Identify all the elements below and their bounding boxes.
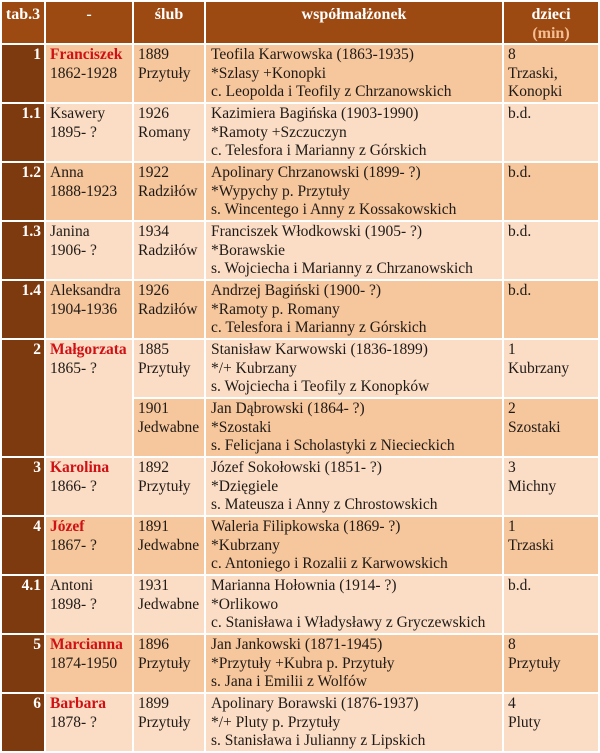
marriage-place: Radziłów — [138, 182, 198, 200]
marriage-place: Jedwabne — [138, 536, 200, 554]
person-name: Janina — [50, 223, 90, 240]
marriage-place: Przytuły — [138, 477, 191, 495]
children-line: Pluty — [508, 713, 541, 731]
person-dates: 1866- ? — [50, 477, 97, 495]
person-name-cell — [46, 635, 132, 692]
spouse-cell — [206, 635, 502, 692]
spouse-line: *Ramoty p. Romany — [211, 300, 340, 318]
spouse-line: *Orlikowo — [211, 595, 279, 613]
children-cell — [504, 222, 598, 279]
marriage-place: Przytuły — [138, 359, 191, 377]
spouse-line: *Dzięgiele — [211, 477, 279, 495]
spouse-line: Waleria Filipkowska (1869- ?) — [211, 518, 401, 535]
children-cell — [504, 45, 598, 102]
row-id-cell: 2 — [2, 340, 44, 456]
children-line: b.d. — [508, 577, 532, 594]
person-dates: 1906- ? — [50, 241, 97, 259]
person-dates: 1888-1923 — [50, 182, 118, 200]
spouse-line: s. Stanisława i Julianny z Lipskich — [211, 732, 426, 749]
spouse-line: */+ Kubrzany — [211, 359, 297, 377]
marriage-place: Przytuły — [138, 654, 191, 672]
header-spouse-col: współmałżonek — [206, 2, 502, 43]
marriage-cell — [134, 340, 204, 397]
spouse-line: Apolinary Borawski (1876-1937) — [211, 695, 419, 712]
marriage-year: 1926 — [138, 105, 169, 122]
marriage-place: Romany — [138, 123, 191, 141]
children-line: Trzaski, — [508, 64, 558, 82]
spouse-line: *Przytuły +Kubra p. Przytuły — [211, 654, 395, 672]
spouse-cell — [206, 104, 502, 161]
marriage-place: Radziłów — [138, 241, 198, 259]
marriage-place: Przytuły — [138, 64, 191, 82]
marriage-cell — [134, 281, 204, 338]
marriage-year: 1901 — [138, 400, 169, 417]
children-cell — [504, 281, 598, 338]
marriage-place: Jedwabne — [138, 418, 200, 436]
children-line: 8 — [508, 46, 516, 63]
spouse-cell — [206, 399, 502, 456]
children-cell — [504, 576, 598, 633]
spouse-line: Andrzej Bagiński (1900- ?) — [211, 282, 382, 299]
children-line: b.d. — [508, 223, 532, 240]
marriage-cell — [134, 458, 204, 515]
row-id-cell: 1.1 — [2, 104, 44, 161]
spouse-line: Marianna Hołownia (1914- ?) — [211, 577, 397, 594]
spouse-cell — [206, 163, 502, 220]
person-name: Małgorzata — [50, 341, 127, 358]
person-dates: 1867- ? — [50, 536, 97, 554]
marriage-cell — [134, 635, 204, 692]
spouse-line: *Wypychy p. Przytuły — [211, 182, 350, 200]
children-line: Kubrzany — [508, 359, 570, 377]
person-name: Józef — [50, 518, 85, 535]
person-dates: 1874-1950 — [50, 654, 118, 672]
spouse-line: Franciszek Włodkowski (1905- ?) — [211, 223, 423, 240]
person-name-cell — [46, 340, 132, 456]
person-name: Aleksandra — [50, 282, 121, 299]
person-dates: 1898- ? — [50, 595, 97, 613]
spouse-cell — [206, 222, 502, 279]
row-id-cell: 1.4 — [2, 281, 44, 338]
marriage-year: 1899 — [138, 695, 169, 712]
person-name: Ksawery — [50, 105, 106, 122]
spouse-line: s. Mateusza i Anny z Chrostowskich — [211, 496, 438, 513]
person-dates: 1904-1936 — [50, 300, 118, 318]
children-cell — [504, 458, 598, 515]
table-row — [2, 517, 598, 574]
spouse-line: s. Wincentego i Anny z Kossakowskich — [211, 201, 457, 218]
spouse-line: s. Felicjana i Scholastyki z Niecieckich — [211, 437, 455, 454]
marriage-year: 1931 — [138, 577, 169, 594]
spouse-cell — [206, 281, 502, 338]
person-name-cell — [46, 517, 132, 574]
marriage-place: Radziłów — [138, 300, 198, 318]
person-name-cell — [46, 163, 132, 220]
table-row — [2, 694, 598, 751]
person-dates: 1862-1928 — [50, 64, 118, 82]
person-name-cell — [46, 104, 132, 161]
table-row — [2, 45, 598, 102]
person-name: Franciszek — [50, 46, 123, 63]
children-line: 3 — [508, 459, 516, 476]
spouse-line: c. Telesfora i Marianny z Górskich — [211, 319, 427, 336]
row-id-cell: 3 — [2, 458, 44, 515]
header-marriage-col: ślub — [134, 2, 204, 43]
table-row — [2, 458, 598, 515]
table-row — [2, 635, 598, 692]
marriage-cell — [134, 222, 204, 279]
spouse-line: c. Leopolda i Teofily z Chrzanowskich — [211, 83, 452, 100]
children-line: b.d. — [508, 105, 532, 122]
spouse-line: Stanisław Karwowski (1836-1899) — [211, 341, 428, 358]
spouse-line: */+ Pluty p. Przytuły — [211, 713, 341, 731]
person-dates: 1895- ? — [50, 123, 97, 141]
marriage-place: Przytuły — [138, 713, 191, 731]
marriage-year: 1885 — [138, 341, 169, 358]
table-row — [2, 281, 598, 338]
spouse-cell — [206, 576, 502, 633]
spouse-cell — [206, 517, 502, 574]
table-row — [2, 163, 598, 220]
table-row — [2, 340, 598, 397]
children-line: b.d. — [508, 164, 532, 181]
row-id-cell: 1.2 — [2, 163, 44, 220]
marriage-cell — [134, 576, 204, 633]
spouse-line: Kazimiera Bagińska (1903-1990) — [211, 105, 419, 122]
table-row — [2, 104, 598, 161]
header-row — [2, 2, 598, 43]
spouse-line: c. Telesfora i Marianny z Górskich — [211, 142, 427, 159]
spouse-line: s. Wojciecha i Teofily z Konopków — [211, 378, 430, 395]
marriage-cell — [134, 163, 204, 220]
spouse-line: c. Stanisława i Władysławy z Gryczewskich — [211, 614, 486, 631]
person-name-cell — [46, 694, 132, 751]
header-children-line2: (min) — [532, 25, 570, 42]
spouse-line: Teofila Karwowska (1863-1935) — [211, 46, 414, 63]
table-row — [2, 222, 598, 279]
children-line: 8 — [508, 636, 516, 653]
marriage-cell — [134, 45, 204, 102]
children-line: 1 — [508, 341, 516, 358]
spouse-line: Jan Jankowski (1871-1945) — [211, 636, 383, 653]
person-name: Barbara — [50, 695, 106, 712]
table-row — [2, 576, 598, 633]
spouse-cell — [206, 45, 502, 102]
children-line: Trzaski — [508, 536, 554, 554]
children-cell — [504, 635, 598, 692]
spouse-cell — [206, 694, 502, 751]
spouse-line: c. Antoniego i Rozalii z Karwowskich — [211, 555, 448, 572]
spouse-line: *Szlasy +Konopki — [211, 64, 327, 82]
spouse-cell — [206, 340, 502, 397]
marriage-year: 1934 — [138, 223, 169, 240]
row-id-cell: 4 — [2, 517, 44, 574]
children-line: 1 — [508, 518, 516, 535]
spouse-line: *Borawskie — [211, 241, 286, 259]
header-tab: tab.3 — [2, 2, 44, 43]
marriage-year: 1892 — [138, 459, 169, 476]
marriage-year: 1896 — [138, 636, 169, 653]
row-id-cell: 4.1 — [2, 576, 44, 633]
marriage-year: 1926 — [138, 282, 169, 299]
children-cell — [504, 517, 598, 574]
spouse-line: Józef Sokołowski (1851- ?) — [211, 459, 382, 476]
person-name: Marcianna — [50, 636, 123, 653]
children-cell — [504, 694, 598, 751]
person-name: Antoni — [50, 577, 94, 594]
children-line: Przytuły — [508, 654, 561, 672]
spouse-line: s. Wojciecha i Marianny z Chrzanowskich — [211, 260, 473, 277]
person-dates: 1878- ? — [50, 713, 97, 731]
marriage-year: 1922 — [138, 164, 169, 181]
children-cell — [504, 163, 598, 220]
row-id-cell: 6 — [2, 694, 44, 751]
person-name-cell — [46, 222, 132, 279]
person-dates: 1865- ? — [50, 359, 97, 377]
header-children-line1: dzieci — [531, 6, 571, 23]
row-id-cell: 1 — [2, 45, 44, 102]
children-line: Konopki — [508, 83, 563, 100]
marriage-cell — [134, 399, 204, 456]
spouse-line: Jan Dąbrowski (1864- ?) — [211, 400, 365, 417]
person-name-cell — [46, 45, 132, 102]
marriage-cell — [134, 694, 204, 751]
children-cell — [504, 399, 598, 456]
person-name-cell — [46, 576, 132, 633]
spouse-cell — [206, 458, 502, 515]
children-line: 4 — [508, 695, 516, 712]
person-name-cell — [46, 458, 132, 515]
spouse-line: *Szostaki — [211, 418, 272, 436]
person-name: Karolina — [50, 459, 110, 476]
row-id-cell: 1.3 — [2, 222, 44, 279]
marriage-place: Jedwabne — [138, 595, 200, 613]
marriage-year: 1889 — [138, 46, 169, 63]
header-name-col: - — [46, 2, 132, 43]
children-line: 2 — [508, 400, 516, 417]
spouse-line: s. Jana i Emilii z Wolfów — [211, 673, 368, 690]
children-cell — [504, 340, 598, 397]
marriage-year: 1891 — [138, 518, 169, 535]
spouse-line: Apolinary Chrzanowski (1899- ?) — [211, 164, 421, 181]
marriage-cell — [134, 517, 204, 574]
header-children-col — [504, 2, 598, 43]
spouse-line: *Ramoty +Szczuczyn — [211, 123, 347, 141]
children-line: Michny — [508, 477, 557, 495]
children-cell — [504, 104, 598, 161]
children-line: b.d. — [508, 282, 532, 299]
row-id-cell: 5 — [2, 635, 44, 692]
children-line: Szostaki — [508, 418, 561, 436]
marriage-cell — [134, 104, 204, 161]
person-name: Anna — [50, 164, 84, 181]
person-name-cell — [46, 281, 132, 338]
spouse-line: *Kubrzany — [211, 536, 280, 554]
